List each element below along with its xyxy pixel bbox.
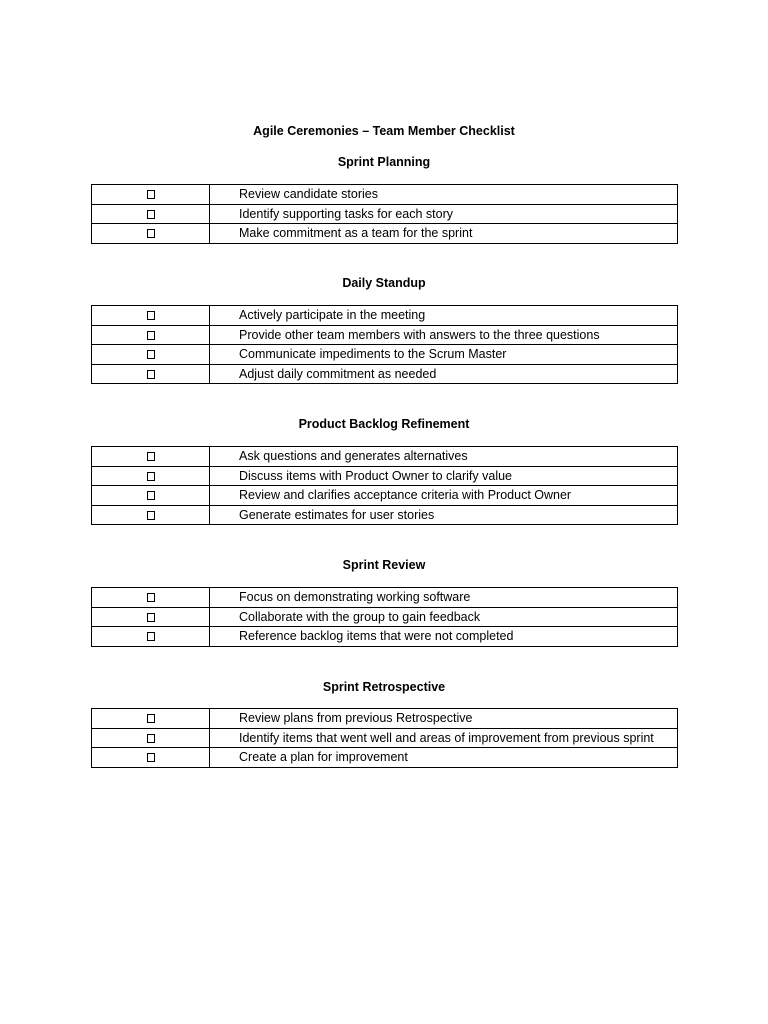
- checkbox[interactable]: [147, 632, 155, 641]
- checkbox-cell: [92, 204, 210, 224]
- checklist-item-text: Create a plan for improvement: [210, 748, 678, 768]
- section-heading-product-backlog-refinement: Product Backlog Refinement: [298, 417, 470, 431]
- checklist-row: [92, 364, 678, 384]
- checkbox[interactable]: [147, 714, 155, 723]
- checklist-row: [92, 204, 678, 224]
- checkbox-cell: [92, 748, 210, 768]
- checklist-row: [92, 466, 678, 486]
- checklist-item-text: Review and clarifies acceptance criteria with Product Owner: [210, 486, 678, 506]
- checkbox-cell: [92, 607, 210, 627]
- checklist-row: [92, 306, 678, 326]
- checklist-row: [92, 447, 678, 467]
- checklist-item-text: Identify supporting tasks for each story: [210, 204, 678, 224]
- checklist-item-text: Provide other team members with answers to the three questions: [210, 325, 678, 345]
- checkbox[interactable]: [147, 210, 155, 219]
- checklist-item-text: Focus on demonstrating working software: [210, 588, 678, 608]
- checkbox-cell: [92, 447, 210, 467]
- checklist-row: [92, 607, 678, 627]
- section-heading-daily-standup: Daily Standup: [342, 276, 426, 290]
- document-title: Agile Ceremonies – Team Member Checklist: [253, 124, 515, 138]
- checklist-table-product-backlog-refinement: [91, 446, 678, 525]
- checklist-row: [92, 709, 678, 729]
- checkbox[interactable]: [147, 753, 155, 762]
- section-heading-sprint-retrospective: Sprint Retrospective: [322, 680, 446, 694]
- checklist-table-sprint-planning: [91, 184, 678, 244]
- checkbox[interactable]: [147, 350, 155, 359]
- checkbox-cell: [92, 345, 210, 365]
- checkbox-cell: [92, 185, 210, 205]
- checkbox-cell: [92, 505, 210, 525]
- checkbox-cell: [92, 588, 210, 608]
- checklist-item-text: Communicate impediments to the Scrum Master: [210, 345, 678, 365]
- checkbox[interactable]: [147, 511, 155, 520]
- checklist-row: [92, 748, 678, 768]
- checklist-row: [92, 486, 678, 506]
- checklist-row: [92, 325, 678, 345]
- checklist-row: [92, 505, 678, 525]
- checklist-item-text: Ask questions and generates alternatives: [210, 447, 678, 467]
- checklist-row: [92, 345, 678, 365]
- checklist-item-text: Collaborate with the group to gain feedback: [210, 607, 678, 627]
- checkbox[interactable]: [147, 613, 155, 622]
- checklist-item-text: Identify items that went well and areas of improvement from previous sprint: [210, 728, 678, 748]
- section-heading-sprint-review: Sprint Review: [342, 558, 426, 572]
- checklist-row: [92, 627, 678, 647]
- checkbox-cell: [92, 325, 210, 345]
- checklist-row: [92, 728, 678, 748]
- checkbox[interactable]: [147, 311, 155, 320]
- checklist-item-text: Review candidate stories: [210, 185, 678, 205]
- checkbox-cell: [92, 486, 210, 506]
- checklist-row: [92, 224, 678, 244]
- checkbox[interactable]: [147, 229, 155, 238]
- checklist-item-text: Reference backlog items that were not completed: [210, 627, 678, 647]
- checkbox-cell: [92, 627, 210, 647]
- checklist-item-text: Discuss items with Product Owner to clarify value: [210, 466, 678, 486]
- checklist-item-text: Review plans from previous Retrospective: [210, 709, 678, 729]
- checkbox[interactable]: [147, 491, 155, 500]
- checklist-item-text: Generate estimates for user stories: [210, 505, 678, 525]
- checklist-item-text: Actively participate in the meeting: [210, 306, 678, 326]
- checkbox[interactable]: [147, 734, 155, 743]
- checkbox-cell: [92, 364, 210, 384]
- checklist-table-sprint-retrospective: [91, 708, 678, 768]
- checkbox-cell: [92, 306, 210, 326]
- checkbox[interactable]: [147, 370, 155, 379]
- checkbox[interactable]: [147, 472, 155, 481]
- checklist-table-sprint-review: [91, 587, 678, 647]
- checklist-row: [92, 588, 678, 608]
- checkbox[interactable]: [147, 190, 155, 199]
- checklist-item-text: Make commitment as a team for the sprint: [210, 224, 678, 244]
- section-heading-sprint-planning: Sprint Planning: [337, 155, 431, 169]
- checkbox-cell: [92, 224, 210, 244]
- checkbox-cell: [92, 728, 210, 748]
- checklist-row: [92, 185, 678, 205]
- checkbox-cell: [92, 466, 210, 486]
- checkbox[interactable]: [147, 593, 155, 602]
- checklist-table-daily-standup: [91, 305, 678, 384]
- checkbox[interactable]: [147, 331, 155, 340]
- checkbox[interactable]: [147, 452, 155, 461]
- checklist-item-text: Adjust daily commitment as needed: [210, 364, 678, 384]
- checkbox-cell: [92, 709, 210, 729]
